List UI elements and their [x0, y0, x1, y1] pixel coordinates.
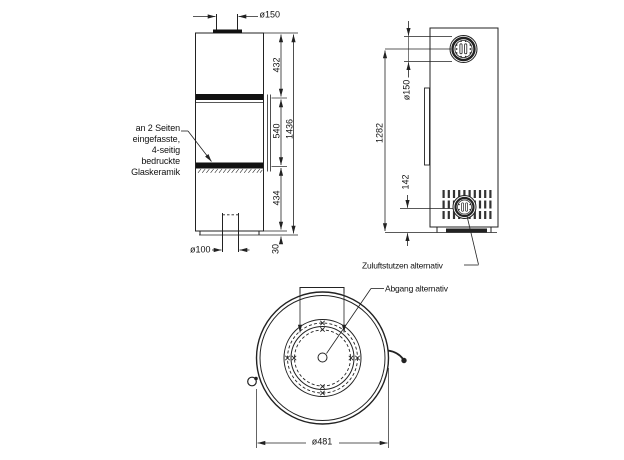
- door-handle: [425, 88, 430, 165]
- glass-top-bar: [196, 94, 263, 100]
- dim-outer-diameter: ø481: [311, 436, 333, 447]
- air-inlet-leader: [464, 216, 479, 265]
- flue-outlet-label: Abgang alternativ: [385, 283, 448, 293]
- top-view-drawing: [248, 288, 407, 449]
- flue-outlet-center: [318, 353, 327, 362]
- side-view-drawing: [385, 21, 498, 265]
- glass-note-line: 4-seitig: [151, 145, 180, 155]
- dim-inlet-center-height: 142: [400, 173, 410, 190]
- glass-note-line: an 2 Seiten: [135, 123, 180, 133]
- flue-outlet-top: [450, 36, 477, 63]
- top-handle: [388, 351, 407, 364]
- dim-flue-diameter-front: ø150: [259, 9, 281, 20]
- glass-note-line: bedruckte: [141, 156, 180, 166]
- dim-glass-section: 540: [271, 123, 281, 139]
- dim-total-height: 1436: [284, 118, 294, 140]
- dim-air-pipe-diameter: ø100: [189, 244, 211, 255]
- glass-note-line: Glaskeramik: [131, 167, 180, 177]
- glass-note-line: eingefasste,: [132, 134, 180, 144]
- flue-outlet-leader: [327, 289, 385, 354]
- dim-upper-section: 432: [271, 57, 281, 73]
- air-inlet-label: Zuluftstutzen alternativ: [362, 260, 443, 270]
- hatch-strip: [198, 169, 262, 173]
- dim-plinth: 30: [270, 243, 281, 255]
- side-plinth-bar: [446, 229, 487, 233]
- glass-ceramic-note: [110, 123, 180, 178]
- top-latch: [248, 377, 258, 386]
- front-body-outline: [196, 33, 264, 231]
- flue-collar: [213, 30, 242, 34]
- air-inlet-outlet: [453, 196, 476, 219]
- glass-bottom-bar: [196, 163, 263, 169]
- glass-note-leader: [181, 131, 212, 162]
- dim-flue-diameter-side: ø150: [401, 79, 411, 101]
- dim-lower-section: 434: [271, 190, 281, 206]
- dim-flue-center-height: 1282: [374, 122, 385, 144]
